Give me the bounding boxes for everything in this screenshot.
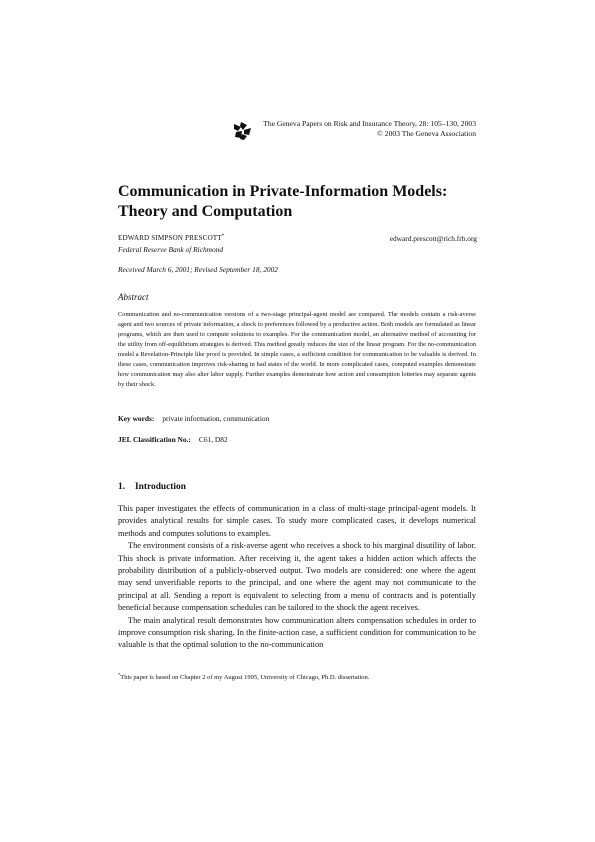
author-email: edward.prescott@rich.frb.org	[389, 234, 477, 243]
keywords-value: private information, communication	[162, 414, 270, 423]
keywords	[118, 414, 269, 423]
copyright-notice: © 2003 The Geneva Association	[377, 129, 476, 138]
geneva-association-logo-icon	[232, 121, 252, 141]
section-title: Introduction	[135, 482, 186, 492]
author-footnote-marker: *	[221, 234, 225, 239]
abstract-heading: Abstract	[118, 292, 149, 302]
jel-value: C61, D82	[198, 435, 228, 444]
body-paragraph: The main analytical result demonstrates how communication alters compensation schedules in order to improve consumption risk sharing. In the finite-action case, a sufficient condition for communication to be valuable is that the optimal solution to the no-communication	[118, 615, 476, 650]
footnote-text: This paper is based on Chapter 2 of my August 1995, University of Chicago, Ph.D. dissertation.	[120, 674, 370, 681]
journal-citation: The Geneva Papers on Risk and Insurance Theory, 28: 105–130, 2003	[263, 119, 476, 128]
author-affiliation: Federal Reserve Bank of Richmond	[118, 245, 224, 254]
footnote-marker: *	[118, 672, 121, 677]
jel-classification	[118, 435, 228, 444]
author-name-text: EDWARD SIMPSON PRESCOTT	[118, 234, 222, 242]
jel-label: JEL Classification No.:	[118, 435, 191, 444]
paper-title: Communication in Private-Information Models: Theory and Computation	[118, 183, 448, 220]
body-paragraph: The environment consists of a risk-averse agent who receives a shock to his marginal disutility of labor. This shock is private information. After receiving it, the agent takes a hidden action which affects the probability distribution of a publicly-observed output. Two models are considered: one where the agent may send unverifiable reports to the principal, and one where the agent may not communicate to the principal at all. Sending a report is equivalent to selecting from a menu of contracts and is potentially beneficial because compensation schedules can be tailored to the shock the agent receives.	[118, 541, 476, 613]
section-heading	[118, 482, 186, 492]
body-paragraph: This paper investigates the effects of communication in a class of multi-stage principal-agent models. It provides analytical results for simple cases. To study more complicated cases, it develops numerical methods and computes solutions to examples.	[118, 504, 476, 538]
received-dates: Received March 6, 2001; Revised September 18, 2002	[118, 265, 279, 274]
section-body	[118, 503, 476, 652]
keywords-label: Key words:	[118, 414, 155, 423]
author-name	[118, 234, 224, 242]
abstract-text: Communication and no-communication versions of a two-stage principal-agent model are compared. The models contain a risk-averse agent and two sources of private information, a shock to preferences followed by a productive action. Both models are formulated as linear programs, which are then used to compute solutions to examples. For the communication model, an alternative method of accounting for the utility from off-equilibrium strategies is derived. This method greatly reduces the size of the linear program. For the no-communication model a Revelation-Principle like proof is provided. In simple cases, a sufficient condition for communication to be valuable is derived. In these cases, communication improves risk-sharing in bad states of the world. In more complicated cases, computed examples demonstrate how communication may also alter labor supply. Further examples demonstrate how action and consumption lotteries may separate agents by their shock.	[118, 311, 476, 388]
footnote	[118, 672, 369, 681]
section-number: 1.	[118, 482, 126, 492]
